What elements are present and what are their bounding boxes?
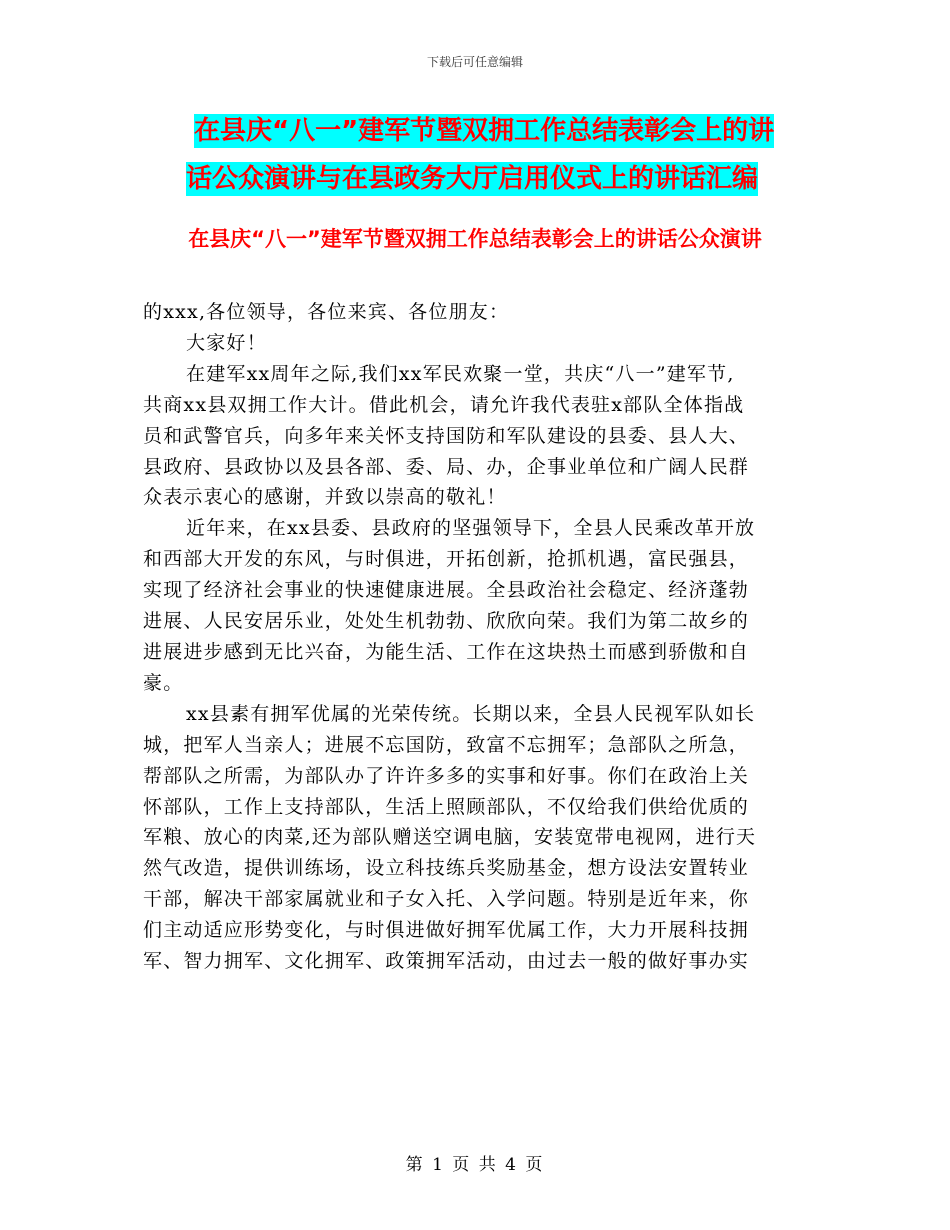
body-line: 在建军xx周年之际,我们xx军民欢聚一堂，共庆“八一”建军节, [186, 362, 735, 385]
body-line: 城，把军人当亲人；进展不忘国防，致富不忘拥军；急部队之所急， [143, 733, 750, 756]
body-line: 大家好！ [186, 331, 267, 354]
body-line: 进展、人民安居乐业，处处生机勃勃、欣欣向荣。我们为第二故乡的 [143, 610, 750, 633]
main-title-line-2 [186, 158, 826, 200]
body-line: 怀部队，工作上支持部队，生活上照顾部队，不仅给我们供给优质的 [143, 795, 750, 818]
body-line: 军、智力拥军、文化拥军、政策拥军活动，由过去一般的做好事办实 [143, 950, 750, 973]
body-line: 豪。 [143, 671, 184, 694]
body-line: 和西部大开发的东风，与时俱进，开拓创新，抢抓机遇，富民强县， [143, 548, 750, 571]
body-line: 的xxx,各位领导，各位来宾、各位朋友： [143, 301, 510, 323]
main-title-line-1-text: 在县庆“八一”建军节暨双拥工作总结表彰会上的讲 [194, 116, 775, 146]
main-title-line-1 [186, 110, 826, 152]
main-title [186, 110, 826, 200]
body-line: 帮部队之所需，为部队办了许许多多的实事和好事。你们在政治上关 [143, 764, 750, 787]
body-line: xx县素有拥军优属的光荣传统。长期以来，全县人民视军队如长 [186, 702, 756, 725]
body-line: 众表示衷心的感谢，并致以崇高的敬礼！ [143, 486, 507, 509]
main-title-line-2-text: 话公众演讲与在县政务大厅启用仪式上的讲话汇编 [186, 164, 759, 194]
body-line: 实现了经济社会事业的快速健康进展。全县政治社会稳定、经济蓬勃 [143, 579, 750, 602]
body-line: 们主动适应形势变化，与时俱进做好拥军优属工作，大力开展科技拥 [143, 919, 750, 942]
body-line: 进展进步感到无比兴奋，为能生活、工作在这块热土而感到骄傲和自 [143, 640, 750, 663]
body-line: 共商xx县双拥工作大计。借此机会，请允许我代表驻x部队全体指战 [143, 393, 745, 416]
body-line: 军粮、放心的肉菜,还为部队赠送空调电脑，安装宽带电视网，进行天 [143, 826, 757, 849]
document-body [143, 297, 811, 977]
body-line: 然气改造，提供训练场，设立科技练兵奖励基金，想方设法安置转业 [143, 857, 750, 880]
body-line: 干部，解决干部家属就业和子女入托、入学问题。特别是近年来，你 [143, 888, 750, 911]
section-title: 在县庆“八一”建军节暨双拥工作总结表彰会上的讲话公众演讲 [188, 227, 762, 251]
body-line: 近年来，在xx县委、县政府的坚强领导下，全县人民乘改革开放 [186, 517, 756, 540]
header-note: 下载后可任意编辑 [426, 55, 523, 69]
body-line: 县政府、县政协以及县各部、委、局、办，企事业单位和广阔人民群 [143, 455, 750, 478]
page-footer: 第 1 页 共 4 页 [405, 1155, 545, 1175]
body-line: 员和武警官兵，向多年来关怀支持国防和军队建设的县委、县人大、 [143, 424, 750, 447]
